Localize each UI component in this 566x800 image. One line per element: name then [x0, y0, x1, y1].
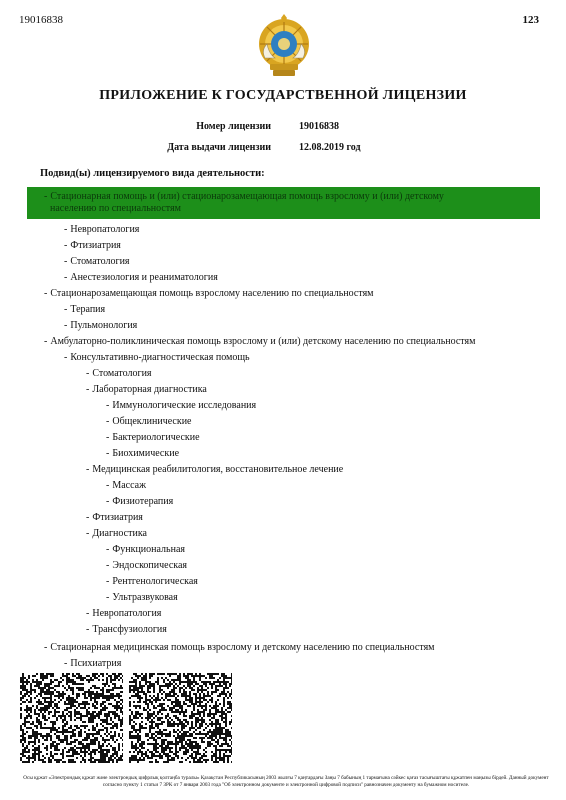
- list-item-text: Амбулаторно-поликлиническая помощь взрослому и (или) детскому населению по специальностям: [50, 336, 476, 347]
- document-number: 19016838: [19, 14, 63, 26]
- list-item: [106, 592, 178, 604]
- list-item-text: Анестезиология и реаниматология: [70, 272, 218, 283]
- list-item: [86, 368, 152, 380]
- list-item: [64, 304, 105, 316]
- list-item-text: Стоматология: [70, 256, 130, 267]
- bullet-dash: -: [44, 642, 48, 653]
- list-item: [106, 416, 192, 428]
- list-item-text: Фтизиатрия: [92, 512, 143, 523]
- list-item: [64, 256, 130, 268]
- bullet-dash: -: [44, 336, 48, 347]
- bullet-dash: -: [64, 320, 68, 331]
- list-item: [64, 224, 139, 236]
- list-item: [44, 642, 435, 654]
- list-item: [86, 384, 207, 396]
- list-item: [106, 480, 146, 492]
- list-item: [106, 576, 198, 588]
- list-item: [44, 336, 475, 348]
- list-item-text: Терапия: [70, 304, 106, 315]
- list-item-text: Бактериологические: [112, 432, 200, 443]
- bullet-dash: -: [86, 464, 90, 475]
- list-item: [44, 288, 374, 300]
- bullet-dash: -: [106, 432, 110, 443]
- list-item: [44, 191, 444, 203]
- bullet-dash: -: [86, 512, 90, 523]
- bullet-dash: -: [106, 544, 110, 555]
- list-item-text: Пульмонология: [70, 320, 138, 331]
- bullet-dash: -: [86, 624, 90, 635]
- list-item-text: Невропатология: [70, 224, 140, 235]
- bullet-dash: -: [64, 658, 68, 669]
- qr-code: [20, 673, 123, 763]
- list-item: [106, 560, 187, 572]
- bullet-dash: -: [106, 576, 110, 587]
- list-item: [64, 320, 137, 332]
- list-item-text: Биохимические: [112, 448, 180, 459]
- kazakhstan-state-emblem-icon: [257, 14, 311, 80]
- section-heading: Подвид(ы) лицензируемого вида деятельности:: [40, 168, 265, 179]
- list-item: [106, 448, 179, 460]
- list-item-text: Стоматология: [92, 368, 152, 379]
- list-item-text: Лабораторная диагностика: [92, 384, 207, 395]
- bullet-dash: -: [86, 368, 90, 379]
- list-item-text: Стационарная помощь и (или) стационарозамещающая помощь взрослому и (или) детскому: [50, 191, 444, 202]
- list-item-text: Стационарная медицинская помощь взрослому и детскому населению по специальностям: [50, 642, 435, 653]
- bullet-dash: -: [64, 352, 68, 363]
- list-item: [106, 544, 185, 556]
- list-item-text: Медицинская реабилитология, восстановительное лечение: [92, 464, 344, 475]
- bullet-dash: -: [106, 448, 110, 459]
- list-item-text: Эндоскопическая: [112, 560, 188, 571]
- list-item: [64, 658, 121, 670]
- list-item-text: Консультативно-диагностическая помощь: [70, 352, 250, 363]
- list-item: [86, 608, 161, 620]
- list-item-text: Функциональная: [112, 544, 185, 555]
- list-item-text: Рентгенологическая: [112, 576, 198, 587]
- license-number-value: 19016838: [299, 121, 339, 132]
- list-item-text: Ультразвуковая: [112, 592, 178, 603]
- bullet-dash: -: [64, 240, 68, 251]
- list-item: [64, 272, 218, 284]
- bullet-dash: -: [106, 400, 110, 411]
- list-item: [86, 528, 147, 540]
- list-item-text: Массаж: [112, 480, 147, 491]
- list-item-text: Общеклинические: [112, 416, 192, 427]
- list-item-text: Невропатология: [92, 608, 162, 619]
- bullet-dash: -: [86, 528, 90, 539]
- list-item: [86, 464, 343, 476]
- list-item-text: населению по специальностям: [50, 203, 181, 214]
- license-date-value: 12.08.2019 год: [299, 142, 361, 153]
- bullet-dash: -: [44, 191, 48, 202]
- list-item-text: Стационарозамещающая помощь взрослому населению по специальностям: [50, 288, 374, 299]
- license-date-row: [0, 142, 566, 156]
- bullet-dash: -: [106, 560, 110, 571]
- list-item: [106, 496, 173, 508]
- license-number-row: [0, 121, 566, 135]
- bullet-dash: -: [44, 288, 48, 299]
- license-date-label: Дата выдачи лицензии: [167, 142, 271, 153]
- list-item: [86, 512, 143, 524]
- bullet-dash: -: [64, 256, 68, 267]
- bullet-dash: -: [86, 608, 90, 619]
- list-item: [86, 624, 167, 636]
- list-item-text: Иммунологические исследования: [112, 400, 257, 411]
- list-item-text: Диагностика: [92, 528, 147, 539]
- bullet-dash: -: [106, 416, 110, 427]
- list-item-text: Физиотерапия: [112, 496, 174, 507]
- list-item: [64, 240, 121, 252]
- list-item-text: Трансфузиология: [92, 624, 167, 635]
- bullet-dash: -: [106, 480, 110, 491]
- page-title: ПРИЛОЖЕНИЕ К ГОСУДАРСТВЕННОЙ ЛИЦЕНЗИИ: [99, 88, 467, 103]
- list-item: [106, 400, 256, 412]
- qr-code: [129, 673, 232, 763]
- page-number: 123: [522, 14, 539, 26]
- legal-footnote: Осы құжат «Электрондық құжат және электрондық цифрлық қолтаңба туралы» Қазақстан Республикасының 2003 жылғы 7 қаңтардағы Заңы 7 бабының 1 тармағына сәйкес қағаз тасығыштағы құжатпен маңызы бірдей. Данный документ согласно пункту 1 статьи 7 ЗРК от 7 января 2003 года "Об электронном документе и электронной цифровой подписи" равнозначен документу на бумажном носителе.: [23, 775, 549, 788]
- list-item-text: Фтизиатрия: [70, 240, 121, 251]
- list-item-text: Психиатрия: [70, 658, 122, 669]
- bullet-dash: -: [106, 496, 110, 507]
- list-item: [106, 432, 200, 444]
- list-item: [64, 352, 250, 364]
- list-item: [50, 203, 181, 215]
- bullet-dash: -: [64, 224, 68, 235]
- bullet-dash: -: [64, 304, 68, 315]
- bullet-dash: -: [64, 272, 68, 283]
- license-number-label: Номер лицензии: [196, 121, 271, 132]
- bullet-dash: -: [86, 384, 90, 395]
- bullet-dash: -: [106, 592, 110, 603]
